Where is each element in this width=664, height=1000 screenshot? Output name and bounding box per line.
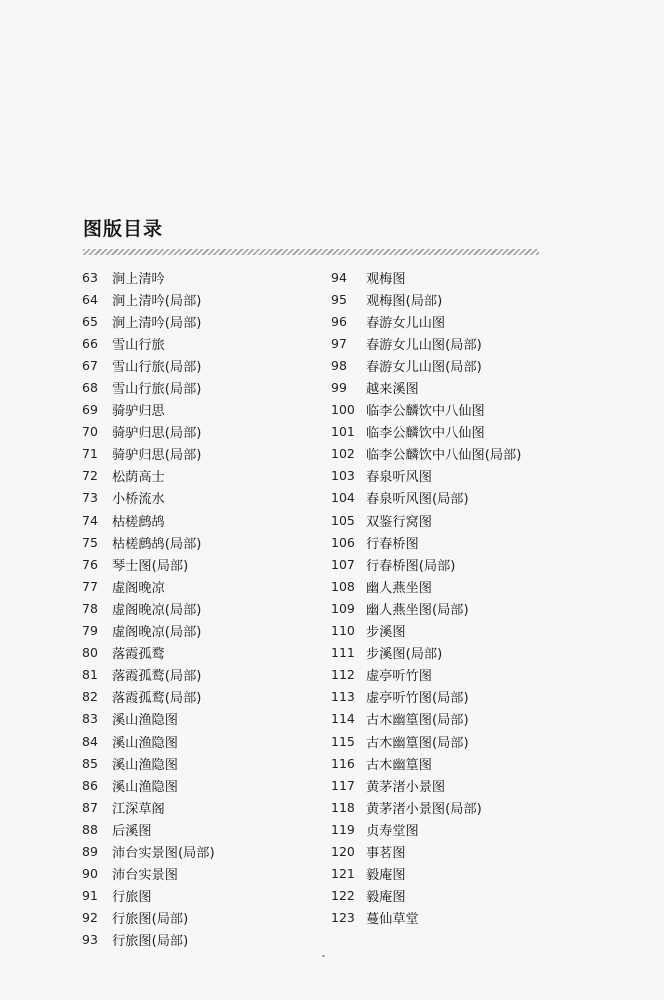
plate-title: 毅庵图: [366, 890, 406, 906]
hatched-divider: [83, 249, 539, 255]
plate-title: 春游女儿山图: [366, 337, 446, 353]
toc-entry: [331, 708, 521, 730]
toc-entry: [331, 752, 521, 774]
toc-entry: [331, 487, 521, 509]
plate-title: 贞寿堂图: [366, 823, 419, 839]
toc-entry: [331, 266, 521, 288]
plate-number: 113: [331, 689, 355, 705]
plate-title: 古木幽篁图: [366, 713, 432, 729]
plate-detail-note: (局部): [164, 382, 202, 398]
plate-number: 119: [331, 821, 355, 837]
plate-title: 古木幽篁图: [366, 735, 432, 751]
plate-number: 77: [82, 578, 98, 594]
plate-number: 82: [82, 689, 98, 705]
plate-number: 70: [82, 424, 98, 440]
toc-entry: [331, 443, 521, 465]
plate-number: 81: [82, 667, 98, 683]
plate-number: 64: [82, 291, 98, 307]
plate-number: 66: [82, 335, 98, 351]
plate-detail-note: (局部): [418, 558, 456, 574]
toc-entry: [82, 796, 215, 818]
plate-detail-note: (局部): [164, 359, 202, 375]
toc-entry: [82, 266, 215, 288]
plate-title: 虚阁晚凉: [112, 625, 165, 641]
toc-entry: [331, 399, 521, 421]
toc-entry: [331, 774, 521, 796]
plate-title: 骑驴归思: [112, 426, 165, 442]
plate-title: 行旅图: [112, 890, 152, 906]
plate-number: 116: [331, 755, 355, 771]
toc-entry: [331, 310, 521, 332]
plate-number: 93: [82, 932, 98, 948]
plate-detail-note: (局部): [431, 602, 469, 618]
toc-entry: [331, 354, 521, 376]
plate-detail-note: (局部): [151, 912, 189, 928]
toc-entry: [82, 907, 215, 929]
plate-title: 越来溪图: [366, 382, 419, 398]
toc-entry: [82, 730, 215, 752]
plate-number: 90: [82, 866, 98, 882]
plate-number: 72: [82, 468, 98, 484]
plate-number: 85: [82, 755, 98, 771]
plate-title: 溪山渔隐图: [112, 735, 178, 751]
plate-title: 雪山行旅: [112, 359, 165, 375]
plate-number: 110: [331, 623, 355, 639]
toc-entry: [82, 885, 215, 907]
plate-detail-note: (局部): [164, 691, 202, 707]
toc-entry: [82, 597, 215, 619]
plate-title: 虚阁晚凉: [112, 580, 165, 596]
toc-entry: [331, 620, 521, 642]
plate-detail-note: (局部): [445, 359, 482, 375]
plate-title: 行春桥图: [366, 536, 419, 552]
toc-entry: [331, 885, 521, 907]
toc-entry: [82, 708, 215, 730]
plate-number: 75: [82, 534, 98, 550]
toc-entry: [82, 465, 215, 487]
toc-entry: [331, 575, 521, 597]
plate-number: 118: [331, 799, 355, 815]
plate-title: 涧上清吟: [112, 315, 165, 331]
plate-number: 89: [82, 843, 98, 859]
toc-entry: [82, 642, 215, 664]
toc-entry: [82, 774, 215, 796]
plate-number: 79: [82, 623, 98, 639]
plate-title: 后溪图: [112, 823, 152, 839]
plate-title: 春游女儿山图: [366, 315, 446, 331]
toc-column-left: [82, 266, 215, 951]
plate-title: 观梅图: [366, 293, 406, 309]
toc-entry: [331, 840, 521, 862]
page-mark: [322, 955, 325, 957]
plate-detail-note: (局部): [164, 293, 202, 309]
plate-title: 江深草阁: [112, 801, 165, 817]
plate-title: 雪山行旅: [112, 382, 165, 398]
toc-entry: [331, 597, 521, 619]
plate-number: 92: [82, 910, 98, 926]
toc-entry: [82, 553, 215, 575]
toc-entry: [331, 465, 521, 487]
plate-number: 109: [331, 600, 355, 616]
plate-detail-note: (局部): [431, 492, 469, 508]
plate-detail-note: (局部): [445, 801, 482, 817]
toc-entry: [331, 421, 521, 443]
plate-title: 行旅图: [112, 912, 152, 928]
plate-number: 91: [82, 888, 98, 904]
plate-title: 枯槎鹧鸪: [112, 536, 165, 552]
plate-title: 涧上清吟: [112, 293, 165, 309]
toc-entry: [331, 288, 521, 310]
plate-number: 115: [331, 733, 355, 749]
plate-title: 幽人燕坐图: [366, 602, 432, 618]
plate-detail-note: (局部): [151, 558, 189, 574]
toc-entry: [82, 354, 215, 376]
plate-number: 121: [331, 866, 355, 882]
plate-title: 沛台实景图: [112, 845, 178, 861]
plate-title: 雪山行旅: [112, 337, 165, 353]
toc-entry: [82, 840, 215, 862]
plate-title: 溪山渔隐图: [112, 757, 178, 773]
toc-entry: [82, 752, 215, 774]
toc-entry: [82, 332, 215, 354]
toc-entry: [82, 487, 215, 509]
plate-title: 溪山渔隐图: [112, 779, 178, 795]
plate-number: 94: [331, 269, 347, 285]
plate-detail-note: (局部): [177, 845, 215, 861]
toc-entry: [331, 642, 521, 664]
plate-number: 68: [82, 380, 98, 396]
toc-entry: [331, 531, 521, 553]
plate-detail-note: (局部): [484, 448, 522, 464]
plate-detail-note: (局部): [164, 426, 202, 442]
toc-entry: [82, 310, 215, 332]
plate-number: 78: [82, 600, 98, 616]
toc-entry: [82, 818, 215, 840]
plate-number: 99: [331, 380, 347, 396]
plate-title: 幽人燕坐图: [366, 580, 432, 596]
plate-title: 溪山渔隐图: [112, 713, 178, 729]
plate-title: 步溪图: [366, 625, 406, 641]
plate-title: 骑驴归思: [112, 448, 165, 464]
toc-entry: [82, 509, 215, 531]
plate-title: 蔓仙草堂: [366, 912, 419, 928]
plate-number: 112: [331, 667, 355, 683]
plate-title: 虚亭听竹图: [366, 691, 432, 707]
plate-title: 双鉴行窝图: [366, 514, 432, 530]
toc-entry: [82, 686, 215, 708]
plate-detail-note: (局部): [164, 625, 202, 641]
toc-entry: [82, 575, 215, 597]
plate-title: 骑驴归思: [112, 404, 165, 420]
plate-number: 65: [82, 313, 98, 329]
toc-entry: [331, 509, 521, 531]
plate-title: 黄茅渚小景图: [366, 801, 446, 817]
plate-title: 事茗图: [366, 845, 406, 861]
plate-title: 临李公麟饮中八仙图: [366, 426, 485, 442]
plate-title: 黄茅渚小景图: [366, 779, 446, 795]
plate-number: 120: [331, 843, 355, 859]
plate-number: 97: [331, 335, 347, 351]
toc-entry: [82, 863, 215, 885]
plate-detail-note: (局部): [405, 647, 443, 663]
plate-detail-note: (局部): [164, 602, 202, 618]
plate-title: 虚亭听竹图: [366, 669, 432, 685]
plate-number: 71: [82, 446, 98, 462]
plate-title: 古木幽篁图: [366, 757, 432, 773]
plate-title: 沛台实景图: [112, 868, 178, 884]
plate-number: 96: [331, 313, 347, 329]
toc-entry: [331, 730, 521, 752]
plate-number: 101: [331, 424, 355, 440]
plate-number: 107: [331, 556, 355, 572]
toc-entry: [331, 686, 521, 708]
plate-title: 步溪图: [366, 647, 406, 663]
toc-entry: [331, 907, 521, 929]
plate-title: 行春桥图: [366, 558, 419, 574]
plate-number: 105: [331, 512, 355, 528]
plate-title: 春泉听风图: [366, 470, 432, 486]
toc-entry: [82, 620, 215, 642]
plate-number: 73: [82, 490, 98, 506]
page-title: 图版目录: [83, 218, 164, 240]
plate-title: 临李公麟饮中八仙图: [366, 404, 485, 420]
plate-number: 86: [82, 777, 98, 793]
toc-entry: [82, 443, 215, 465]
toc-entry: [331, 818, 521, 840]
plate-title: 观梅图: [366, 271, 406, 287]
toc-entry: [82, 664, 215, 686]
plate-number: 69: [82, 402, 98, 418]
plate-number: 108: [331, 578, 355, 594]
plate-number: 122: [331, 888, 355, 904]
plate-title: 临李公麟饮中八仙图: [366, 448, 485, 464]
plate-title: 落霞孤鹜: [112, 647, 165, 663]
plate-number: 100: [331, 402, 355, 418]
plate-detail-note: (局部): [164, 669, 202, 685]
plate-number: 123: [331, 910, 355, 926]
plate-detail-note: (局部): [431, 735, 469, 751]
plate-number: 87: [82, 799, 98, 815]
plate-number: 103: [331, 468, 355, 484]
plate-title: 落霞孤鹜: [112, 691, 165, 707]
plate-detail-note: (局部): [445, 337, 482, 353]
plate-number: 83: [82, 711, 98, 727]
plate-title: 落霞孤鹜: [112, 669, 165, 685]
toc-entry: [331, 863, 521, 885]
toc-entry: [331, 553, 521, 575]
plate-title: 毅庵图: [366, 868, 406, 884]
plate-number: 63: [82, 269, 98, 285]
plate-number: 104: [331, 490, 355, 506]
plate-title: 枯槎鹧鸪: [112, 514, 165, 530]
plate-number: 106: [331, 534, 355, 550]
plate-detail-note: (局部): [405, 293, 443, 309]
plate-number: 111: [331, 645, 355, 661]
plate-number: 80: [82, 645, 98, 661]
plate-title: 琴士图: [112, 558, 152, 574]
plate-number: 84: [82, 733, 98, 749]
plate-number: 67: [82, 357, 98, 373]
plate-number: 114: [331, 711, 355, 727]
toc-entry: [82, 421, 215, 443]
plate-number: 98: [331, 357, 347, 373]
toc-entry: [82, 376, 215, 398]
toc-entry: [331, 796, 521, 818]
plate-number: 74: [82, 512, 98, 528]
toc-entry: [82, 288, 215, 310]
plate-number: 117: [331, 777, 355, 793]
toc-entry: [331, 332, 521, 354]
toc-entry: [331, 376, 521, 398]
plate-title: 小桥流水: [112, 492, 165, 508]
toc-entry: [82, 531, 215, 553]
plate-detail-note: (局部): [431, 691, 469, 707]
plate-title: 虚阁晚凉: [112, 602, 165, 618]
plate-detail-note: (局部): [164, 536, 202, 552]
plate-number: 95: [331, 291, 347, 307]
plate-detail-note: (局部): [164, 448, 202, 464]
plate-number: 102: [331, 446, 355, 462]
plate-number: 88: [82, 821, 98, 837]
plate-detail-note: (局部): [151, 934, 189, 950]
plate-detail-note: (局部): [164, 315, 202, 331]
plate-title: 行旅图: [112, 934, 152, 950]
plate-title: 春泉听风图: [366, 492, 432, 508]
toc-entry: [82, 399, 215, 421]
plate-title: 春游女儿山图: [366, 359, 446, 375]
plate-title: 松荫高士: [112, 470, 165, 486]
toc-column-right: [331, 266, 521, 929]
plate-detail-note: (局部): [431, 713, 469, 729]
plate-number: 76: [82, 556, 98, 572]
toc-entry: [82, 929, 215, 951]
plate-title: 涧上清吟: [112, 271, 165, 287]
toc-entry: [331, 664, 521, 686]
